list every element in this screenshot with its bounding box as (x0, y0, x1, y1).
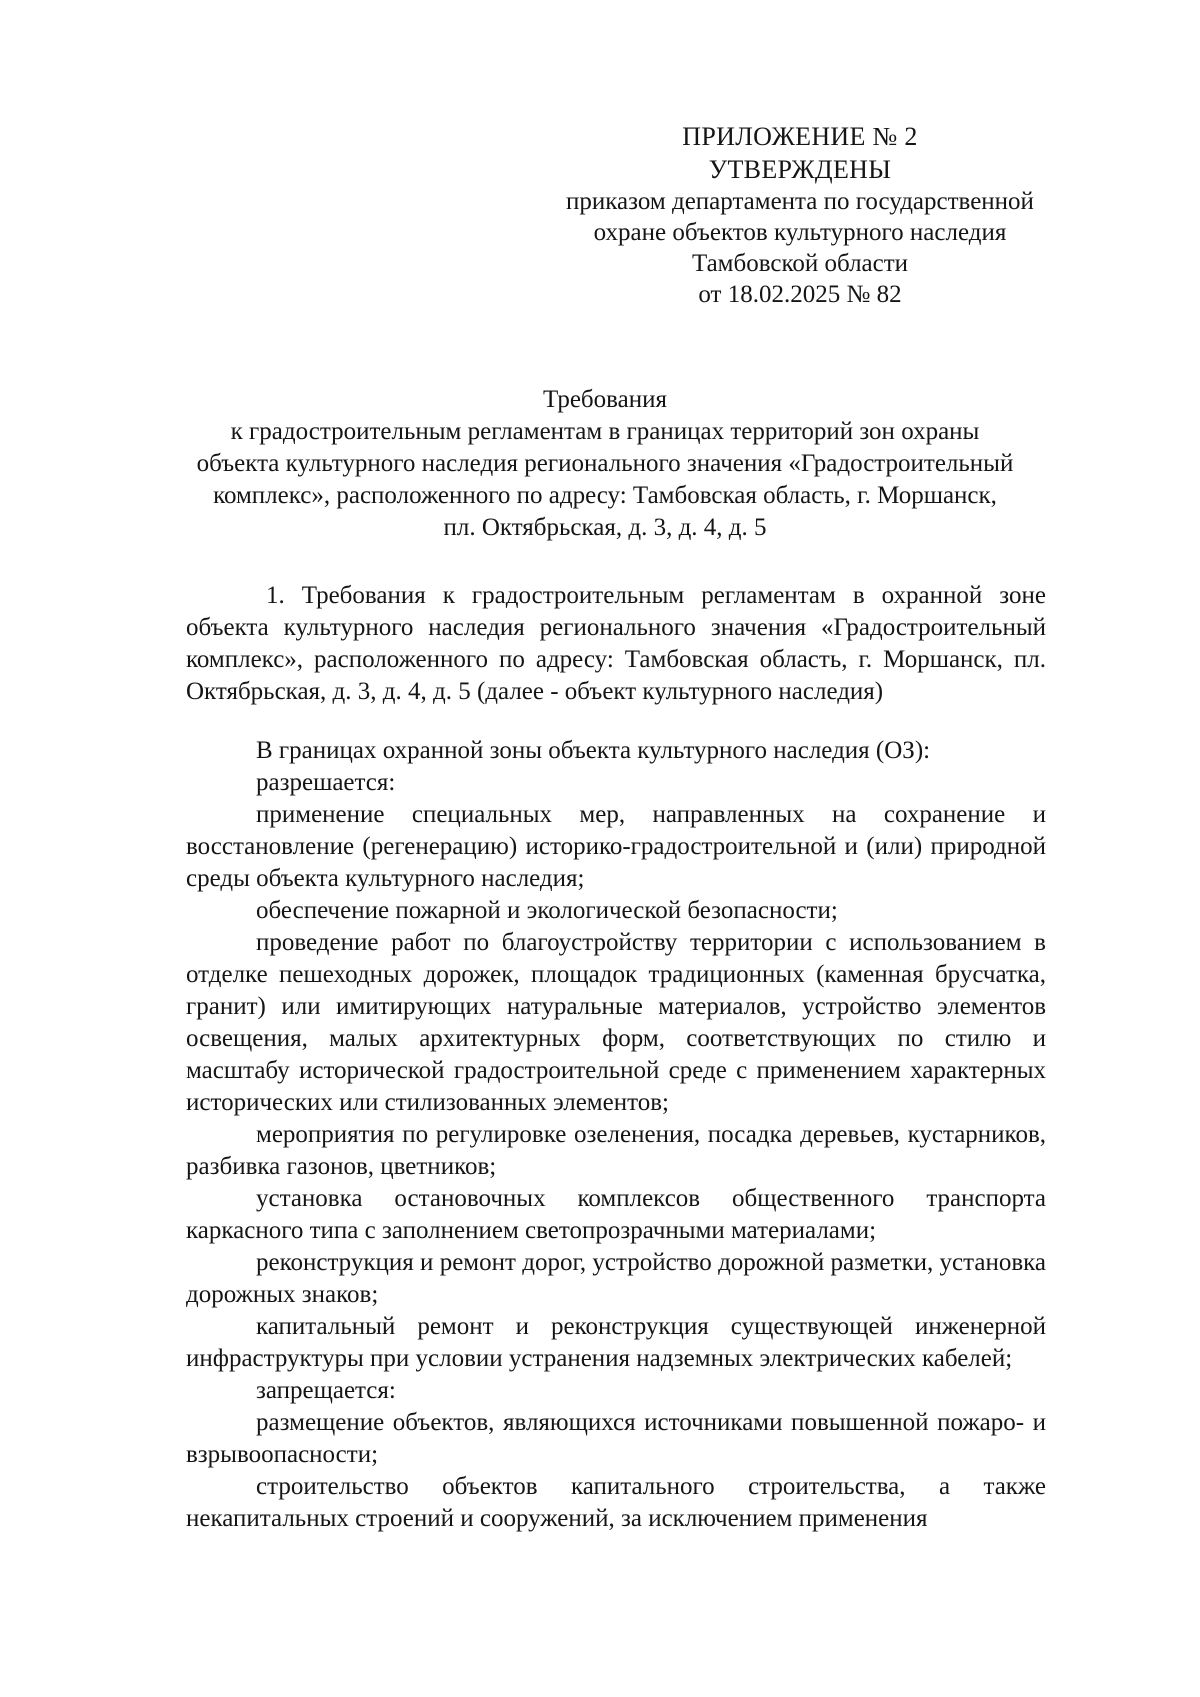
approval-block (520, 120, 1080, 310)
title-line-4: пл. Октябрьская, д. 3, д. 4, д. 5 (443, 514, 767, 541)
section-2 (186, 735, 1046, 1535)
approval-line-1: приказом департамента по государственной (566, 188, 1034, 215)
title-line-2: объекта культурного наследия регионального значения «Градостроительный (196, 450, 1014, 477)
allowed-item: обеспечение пожарной и экологической безопасности; (256, 897, 838, 924)
title-line-1: к градостроительным регламентам в границах территорий зон охраны (230, 418, 980, 445)
appendix-number: ПРИЛОЖЕНИЕ № 2 (682, 122, 918, 151)
section-1 (186, 580, 1046, 708)
title-heading: Требования (543, 386, 667, 413)
forbidden-item: размещение объектов, являющихся источниками повышенной пожаро- и взрывоопасности; (186, 1409, 1046, 1468)
forbidden-item: строительство объектов капитального строительства, а также некапитальных строений и сооружений, за исключением применения (186, 1473, 1046, 1532)
document-title (180, 384, 1030, 544)
allowed-label: разрешается: (256, 769, 396, 796)
approval-line-2: охране объектов культурного наследия (593, 219, 1007, 246)
section-1-paragraph: 1. Требования к градостроительным регламентам в охранной зоне объекта культурного наследия регионального значения «Градостроительный комплекс», расположенного по адресу: Тамбовская область, г. Моршанск, пл. Октябрьская, д. 3, д. 4, д. 5 (далее - объект культурного наследия) (186, 582, 1046, 705)
approval-line-3: Тамбовской области (691, 250, 909, 277)
allowed-item: применение специальных мер, направленных на сохранение и восстановление (регенерацию) историко-градостроительной и (или) природной среды объекта культурного наследия; (186, 801, 1046, 892)
allowed-item: проведение работ по благоустройству территории с использованием в отделке пешеходных дорожек, площадок традиционных (каменная брусчатка, гранит) или имитирующих натуральные материалов, устройство элементов освещения, малых архитектурных форм, соответствующих по стилю и масштабу исторической градостроительной среде с применением характерных исторических или стилизованных элементов; (186, 929, 1046, 1116)
allowed-item: реконструкция и ремонт дорог, устройство дорожной разметки, установка дорожных знаков; (186, 1249, 1046, 1308)
allowed-item: мероприятия по регулировке озеленения, посадка деревьев, кустарников, разбивка газонов, цветников; (186, 1121, 1046, 1180)
forbidden-label: запрещается: (256, 1377, 396, 1404)
section-2-intro: В границах охранной зоны объекта культурного наследия (ОЗ): (256, 737, 931, 764)
approved-label: УТВЕРЖДЕНЫ (708, 155, 892, 184)
allowed-item: установка остановочных комплексов общественного транспорта каркасного типа с заполнением светопрозрачными материалами; (186, 1185, 1046, 1244)
allowed-item: капитальный ремонт и реконструкция существующей инженерной инфраструктуры при условии устранения надземных электрических кабелей; (186, 1313, 1046, 1372)
title-line-3: комплекс», расположенного по адресу: Тамбовская область, г. Моршанск, (213, 482, 997, 509)
approval-date: от 18.02.2025 № 82 (698, 281, 902, 308)
